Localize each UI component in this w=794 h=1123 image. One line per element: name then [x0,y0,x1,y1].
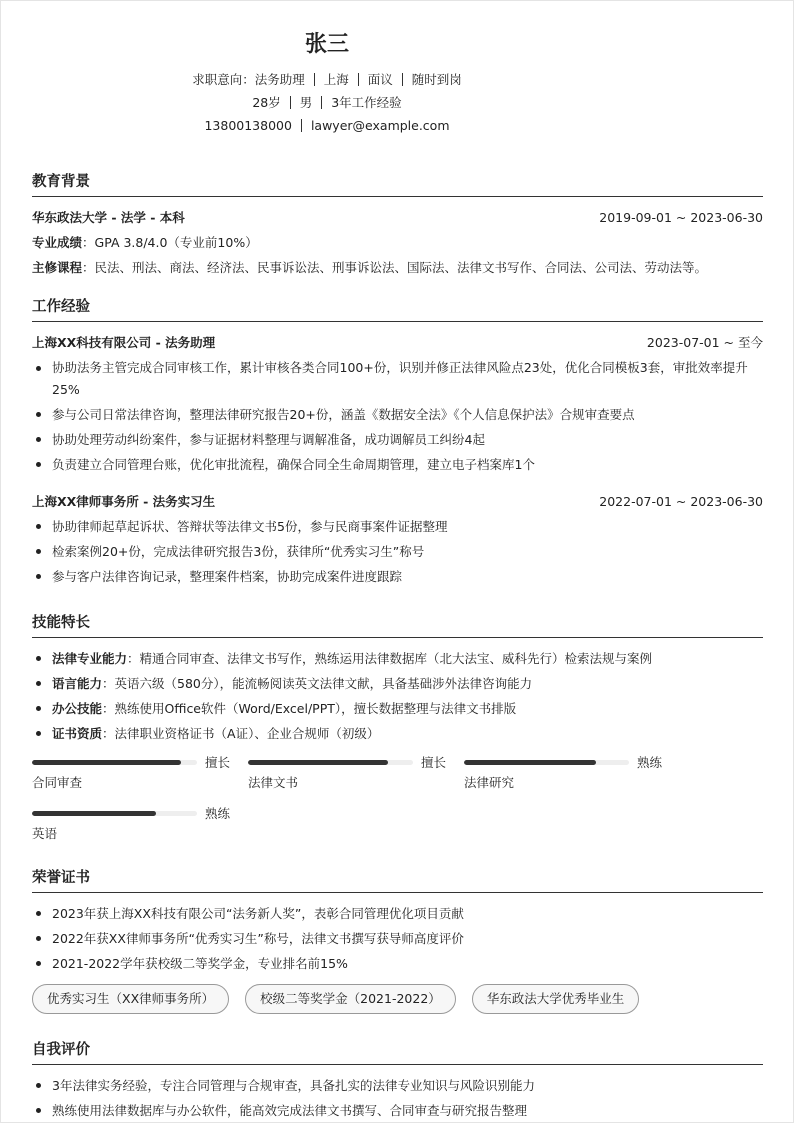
skill-bar-item [248,752,464,803]
skill-text: ：熟练使用Office软件（Word/Excel/PPT），擅长数据整理与法律文书排版 [102,701,517,716]
basic-info [0,91,654,114]
section-title: 技能特长 [32,612,763,638]
divider [358,73,359,86]
intent-position: 求职意向：法务助理 [192,72,305,87]
list-item: 3年法律实务经验，专注合同管理与合规审查，具备扎实的法律专业知识与风险识别能力 [32,1073,763,1098]
school: 华东政法大学 - 法学 - 本科 [32,210,185,225]
experience-years: 3年工作经验 [331,95,402,110]
progress-fill [464,760,596,765]
skill-text: ：英语六级（580分），能流畅阅读英文法律文献，具备基础涉外法律咨询能力 [102,676,533,691]
skill-label: 语言能力 [52,676,103,691]
progress-fill [32,811,156,816]
list-item: 协助律师起草起诉状、答辩状等法律文书5份，参与民商事案件证据整理 [32,514,763,539]
list-item: 参与客户法律咨询记录，整理案件档案，协助完成案件进度跟踪 [32,564,763,589]
honors-section [32,867,763,1014]
phone: 13800138000 [204,118,292,133]
resume-header [0,28,654,137]
intent-city: 上海 [323,72,349,87]
list-item: 协助处理劳动纠纷案件，参与证据材料整理与调解准备，成功调解员工纠纷4起 [32,427,763,452]
self-bullets [32,1073,763,1123]
list-item: 协助法务主管完成合同审核工作，累计审核各类合同100+份，识别并修正法律风险点23处，优化合同模板3套，审批效率提升25% [32,355,763,402]
job-bullets [32,355,763,477]
age: 28岁 [252,95,281,110]
skill-label: 法律专业能力 [52,651,128,666]
section-title: 自我评价 [32,1039,763,1065]
divider [402,73,403,86]
skill-level: 擅长 [205,755,231,770]
gpa [32,230,763,255]
skill-name: 合同审查 [32,775,83,790]
skill-level: 熟练 [637,755,663,770]
skill-bullets [32,646,763,746]
contact-info [0,114,654,137]
progress-fill [248,760,388,765]
section-title: 教育背景 [32,171,763,197]
list-item: 2023年获上海XX科技有限公司“法务新人奖”，表彰合同管理优化项目贡献 [32,901,763,926]
list-item: 2021-2022学年获校级二等奖学金，专业排名前15% [32,951,763,976]
job-entry [32,330,763,355]
skill-name: 英语 [32,826,58,841]
gpa-label: 专业成绩 [32,235,83,250]
honor-tag: 华东政法大学优秀毕业生 [472,984,640,1014]
list-item [32,671,763,696]
honor-bullets [32,901,763,976]
email: lawyer@example.com [310,118,450,133]
self-eval-section [32,1039,763,1123]
courses [32,255,763,280]
date-range: 2023-07-01 ~ 至今 [646,335,763,350]
job-entry [32,489,763,514]
skill-name: 法律研究 [464,775,515,790]
education-entry [32,205,763,230]
list-item: 2022年获XX律师事务所“优秀实习生”称号，法律文书撰写获导师高度评价 [32,926,763,951]
honor-tag: 校级二等奖学金（2021-2022） [245,984,456,1014]
skill-label: 办公技能 [52,701,103,716]
list-item [32,721,763,746]
skills-section [32,612,763,854]
skill-level: 熟练 [205,806,231,821]
courses-value: ：民法、刑法、商法、经济法、民事诉讼法、刑事诉讼法、国际法、法律文书写作、合同法、公司法、劳动法等。 [82,260,708,275]
divider [321,96,322,109]
skill-bar-item [32,752,248,803]
list-item: 参与公司日常法律咨询，整理法律研究报告20+份，涵盖《数据安全法》《个人信息保护法》合规审查要点 [32,402,763,427]
divider [290,96,291,109]
progress-track [32,811,197,816]
skill-level: 擅长 [421,755,447,770]
work-section [32,296,763,589]
gpa-value: ：GPA 3.8/4.0（专业前10%） [82,235,258,250]
intent-availability: 随时到岗 [411,72,462,87]
honor-tags [32,984,763,1014]
section-title: 荣誉证书 [32,867,763,893]
list-item: 检索案例20+份，完成法律研究报告3份，获律所“优秀实习生”称号 [32,539,763,564]
date-range: 2022-07-01 ~ 2023-06-30 [599,494,763,509]
candidate-name: 张三 [304,32,349,57]
org: 上海XX律师事务所 - 法务实习生 [32,494,216,509]
skill-label: 证书资质 [52,726,103,741]
job-bullets [32,514,763,589]
skill-bars [32,752,763,854]
honor-tag: 优秀实习生（XX律师事务所） [32,984,229,1014]
gender: 男 [299,95,313,110]
divider [314,73,315,86]
progress-track [464,760,629,765]
date-range: 2019-09-01 ~ 2023-06-30 [599,210,763,225]
progress-track [32,760,197,765]
courses-label: 主修课程 [32,260,83,275]
list-item [32,646,763,671]
intent-salary: 面议 [367,72,393,87]
progress-fill [32,760,181,765]
skill-text: ：精通合同审查、法律文书写作，熟练运用法律数据库（北大法宝、威科先行）检索法规与案例 [127,651,653,666]
skill-text: ：法律职业资格证书（A证）、企业合规师（初级） [102,726,380,741]
progress-track [248,760,413,765]
skill-bar-item [32,803,248,854]
skill-name: 法律文书 [248,775,299,790]
list-item: 熟练使用法律数据库与办公软件，能高效完成法律文书撰写、合同审查与研究报告整理 [32,1098,763,1123]
list-item: 负责建立合同管理台账，优化审批流程，确保合同全生命周期管理，建立电子档案库1个 [32,452,763,477]
section-title: 工作经验 [32,296,763,322]
divider [301,119,302,132]
skill-bar-item [464,752,680,803]
org: 上海XX科技有限公司 - 法务助理 [32,335,216,350]
list-item [32,696,763,721]
education-section [32,171,763,280]
job-intent [0,68,654,91]
